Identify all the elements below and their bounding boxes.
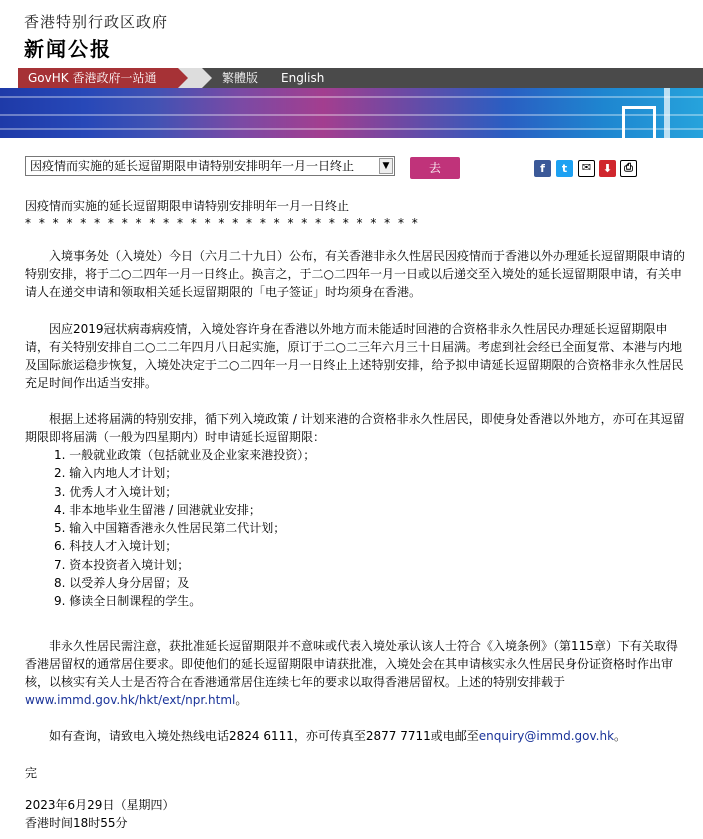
entry-schemes-list xyxy=(54,446,315,611)
paragraph: 根据上述将届满的特别安排，循下列入境政策 / 计划来港的合资格非永久性居民，即使身处香港以外地方，亦可在其逗留期限即将届满（一般为四星期内）时申请延长逗留期限： xyxy=(25,412,685,444)
english-link[interactable]: English xyxy=(281,71,325,85)
paragraph xyxy=(25,637,685,709)
list-item: 1. 一般就业政策（包括就业及企业家来港投资）； xyxy=(54,448,316,462)
govhk-link[interactable]: GovHK 香港政府一站通 xyxy=(18,68,178,88)
page-section-title: 新闻公报 xyxy=(24,37,112,61)
enquiry-email-link[interactable]: enquiry@immd.gov.hk xyxy=(478,729,615,743)
paragraph-text: 如有查询，请致电入境处热线电话2824 6111，亦可传真至2877 7711或电邮至 xyxy=(49,729,479,743)
list-item: 5. 输入中国籍香港永久性居民第二代计划； xyxy=(54,521,286,536)
press-release-select[interactable] xyxy=(25,156,395,176)
list-item: 3. 优秀人才入境计划； xyxy=(54,484,178,499)
banner-decoration xyxy=(664,88,670,138)
list-item: 9. 修读全日制课程的学生。 xyxy=(54,594,202,609)
banner-stripe xyxy=(0,96,703,98)
separator-stars: * * * * * * * * * * * * * * * * * * * * * * * * * * * * * xyxy=(25,216,420,230)
list-item: 6. 科技人才入境计划； xyxy=(54,539,178,554)
paragraph: 入境事务处（入境处）今日（六月二十九日）公布，有关香港非永久性居民因疫情而于香港以外办理延长逗留期限申请的特别安排，将于二○二四年一月一日终止。换言之，于二○二四年一月一日或以后递交至入境处的延长逗留期限申请，有关申请人在递交申请和领取相关延长逗留期限的「电子签证」时均须身在香港。 xyxy=(25,249,686,299)
email-icon[interactable]: ✉ xyxy=(578,160,595,177)
banner-stripe xyxy=(0,128,703,130)
article-headline: 因疫情而实施的延长逗留期限申请特别安排明年一月一日终止 xyxy=(25,199,350,213)
paragraph-text: 非永久性居民需注意，获批准延长逗留期限并不意味或代表入境处承认该人士符合《入境条例》（第115章）下有关取得香港居留权的通常居住要求。即使他们的延长逗留期限申请获批准，入境处会在其申请核实永久性居民身份证资格时作出审核，以核实有关人士是否符合在香港通常居住连续七年的要求以取得香港居留权。上述的特别安排载于 xyxy=(25,639,678,689)
gov-name: 香港特别行政区政府 xyxy=(24,13,169,31)
release-date: 2023年6月29日（星期四） xyxy=(25,798,175,812)
npr-link[interactable]: www.immd.gov.hk/hkt/ext/npr.html xyxy=(25,693,236,707)
header-banner xyxy=(0,88,703,138)
paragraph-end: 。 xyxy=(614,729,627,743)
print-icon[interactable]: ⎙ xyxy=(620,160,637,177)
list-item: 8. 以受养人身分居留；及 xyxy=(54,576,190,591)
list-item: 2. 输入内地人才计划； xyxy=(54,466,178,481)
traditional-chinese-link[interactable]: 繁體版 xyxy=(222,71,259,85)
twitter-icon[interactable]: t xyxy=(556,160,573,177)
select-value: 因疫情而实施的延长逗留期限申请特别安排明年一月一日终止 xyxy=(30,159,355,173)
facebook-icon[interactable]: f xyxy=(534,160,551,177)
paragraph: 因应2019冠状病毒病疫情，入境处容许身在香港以外地方而未能适时回港的合资格非永久性居民办理延长逗留期限申请，有关特别安排自二○二二年四月八日起实施，原订于二○二三年六月三十日届满。考虑到社会经已全面复常、本港与内地及国际旅运稳步恢复，入境处决定于二○二四年一月一日终止上述特别安排，给予拟申请延长逗留期限的合资格非永久性居民充足时间作出适当安排。 xyxy=(25,322,684,390)
end-mark: 完 xyxy=(25,766,38,780)
paragraph-end: 。 xyxy=(235,693,248,707)
top-nav xyxy=(18,68,703,88)
go-button[interactable]: 去 xyxy=(410,157,460,179)
release-time: 香港时间18时55分 xyxy=(25,816,128,830)
paragraph xyxy=(25,727,685,745)
chevron-down-icon: ▼ xyxy=(379,158,393,174)
banner-stripe xyxy=(0,114,703,116)
list-item: 4. 非本地毕业生留港 / 回港就业安排； xyxy=(54,502,261,517)
nav-separator xyxy=(178,68,202,88)
banner-decoration xyxy=(622,106,656,138)
download-icon[interactable]: ⬇ xyxy=(599,160,616,177)
list-item: 7. 资本投资者入境计划； xyxy=(54,557,190,572)
